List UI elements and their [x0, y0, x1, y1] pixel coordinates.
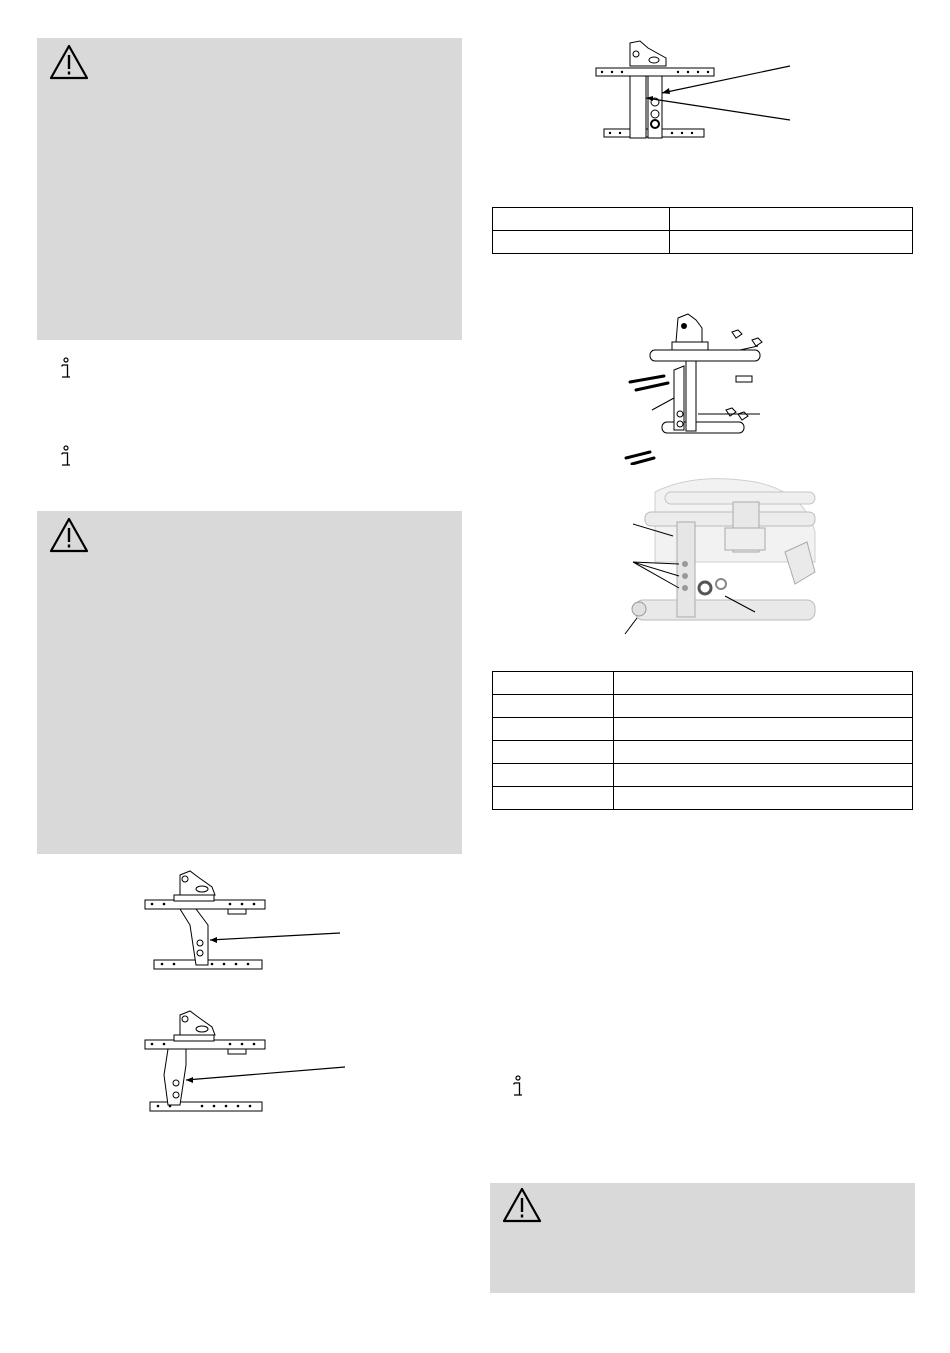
- table-cell: [493, 764, 614, 787]
- table-row: [493, 718, 913, 741]
- table-row: [493, 208, 913, 231]
- info-icon: [59, 357, 73, 381]
- figure-mounted-photo: [575, 472, 825, 640]
- table-cell: [493, 695, 614, 718]
- table-row: [493, 231, 913, 254]
- warning-box-2: [37, 511, 462, 854]
- table-cell: [493, 231, 670, 254]
- figure-straight-bracket: [590, 38, 800, 143]
- table-cell: [614, 741, 913, 764]
- table-row: [493, 741, 913, 764]
- table-1: [492, 207, 913, 254]
- figure-exploded-assembly: [610, 310, 770, 465]
- warning-box-1: [37, 38, 462, 340]
- table-cell: [614, 787, 913, 810]
- table-cell: [493, 208, 670, 231]
- table-cell: [614, 695, 913, 718]
- table-cell: [670, 208, 913, 231]
- info-icon: [511, 1075, 525, 1099]
- table-row: [493, 672, 913, 695]
- table-cell: [614, 672, 913, 695]
- table-row: [493, 764, 913, 787]
- figure-angled-bracket-2: [140, 1005, 355, 1120]
- warning-triangle-icon: [49, 517, 89, 553]
- table-cell: [614, 718, 913, 741]
- warning-triangle-icon: [49, 44, 89, 80]
- warning-triangle-icon: [502, 1187, 542, 1223]
- table-cell: [614, 764, 913, 787]
- table-cell: [493, 672, 614, 695]
- table-cell: [493, 787, 614, 810]
- table-cell: [670, 231, 913, 254]
- warning-box-3: [490, 1183, 915, 1293]
- figure-angled-bracket-1: [140, 865, 355, 975]
- info-icon: [59, 445, 73, 469]
- table-cell: [493, 718, 614, 741]
- table-cell: [493, 741, 614, 764]
- table-row: [493, 695, 913, 718]
- table-row: [493, 787, 913, 810]
- table-2: [492, 671, 913, 810]
